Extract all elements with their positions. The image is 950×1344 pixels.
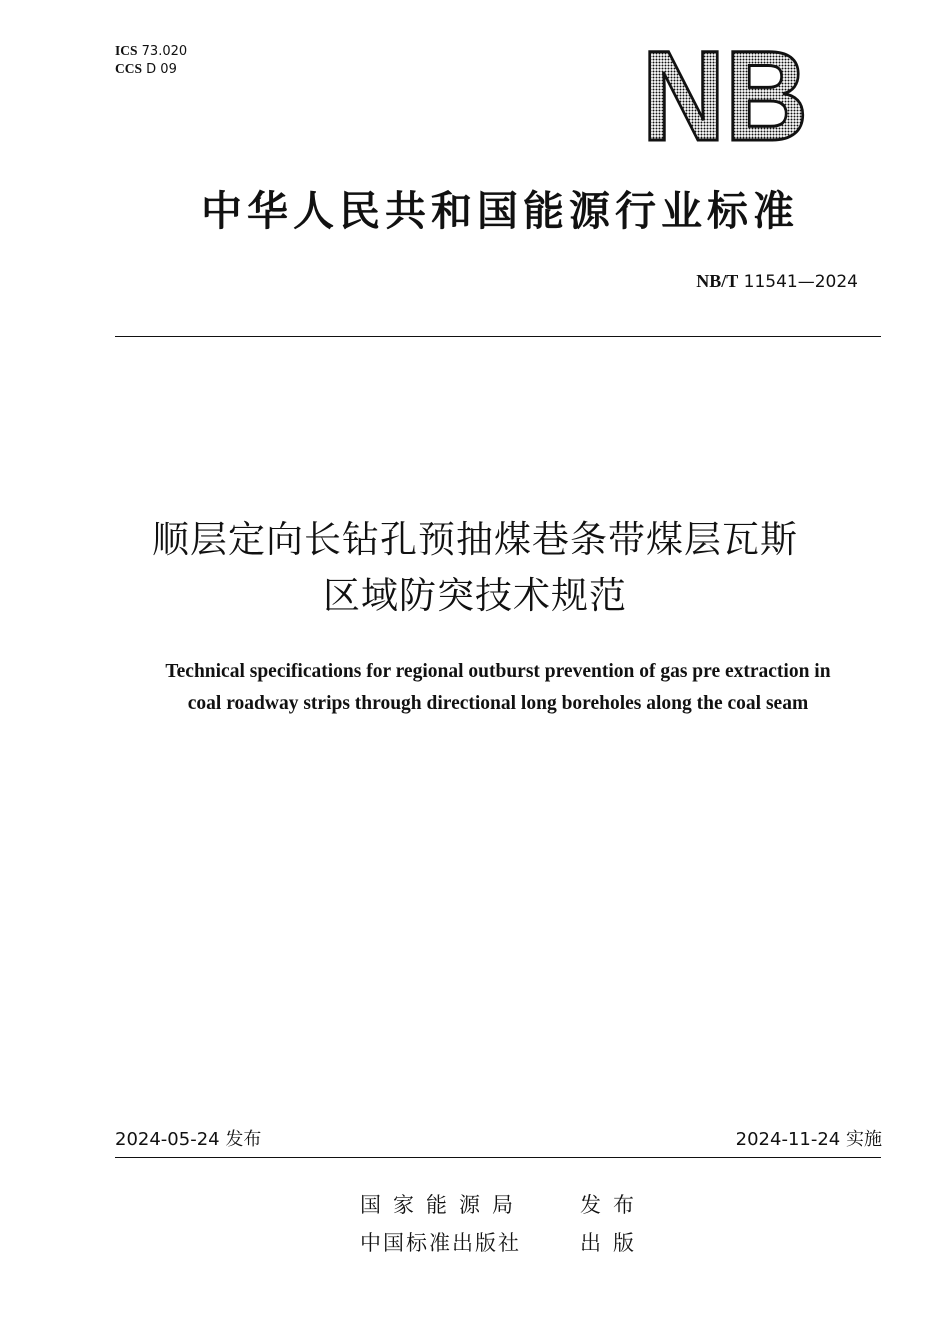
classification-codes: [115, 42, 187, 78]
publishers: [360, 1185, 646, 1261]
logo-text: NB: [642, 40, 808, 146]
standard-number-value: 11541—2024: [743, 272, 858, 292]
publisher-org: 国家能源局: [360, 1193, 525, 1217]
english-title-line-1: Technical specifications for regional outburst prevention of gas pre extraction in: [165, 661, 831, 682]
implementation-date: 2024-11-24 实施: [735, 1129, 882, 1150]
ccs-value: D 09: [146, 62, 177, 77]
english-title: [100, 656, 896, 720]
ccs-code: [115, 60, 187, 78]
chinese-title: [80, 512, 870, 624]
publisher-role: 发布: [580, 1193, 646, 1217]
bottom-divider: [115, 1157, 881, 1158]
ics-code: [115, 42, 187, 60]
ccs-label: CCS: [115, 61, 143, 76]
standard-number: [696, 271, 858, 292]
ics-value: 73.020: [141, 44, 188, 59]
ics-label: ICS: [115, 43, 138, 58]
standard-number-prefix: NB/T: [696, 271, 739, 291]
publisher-line: [360, 1223, 646, 1261]
chinese-title-line-2: 区域防突技术规范: [323, 574, 627, 617]
english-title-line-2: coal roadway strips through directional long boreholes along the coal seam: [187, 693, 809, 714]
publisher-role: 出版: [580, 1231, 646, 1255]
standard-category-title: 中华人民共和国能源行业标准: [201, 187, 799, 235]
publisher-org: 中国标准出版社: [360, 1231, 521, 1255]
chinese-title-line-1: 顺层定向长钻孔预抽煤巷条带煤层瓦斯: [152, 518, 798, 561]
top-divider: [115, 336, 881, 337]
publisher-line: [360, 1185, 646, 1223]
issue-date: 2024-05-24 发布: [115, 1129, 262, 1150]
nb-logo: [640, 40, 810, 146]
